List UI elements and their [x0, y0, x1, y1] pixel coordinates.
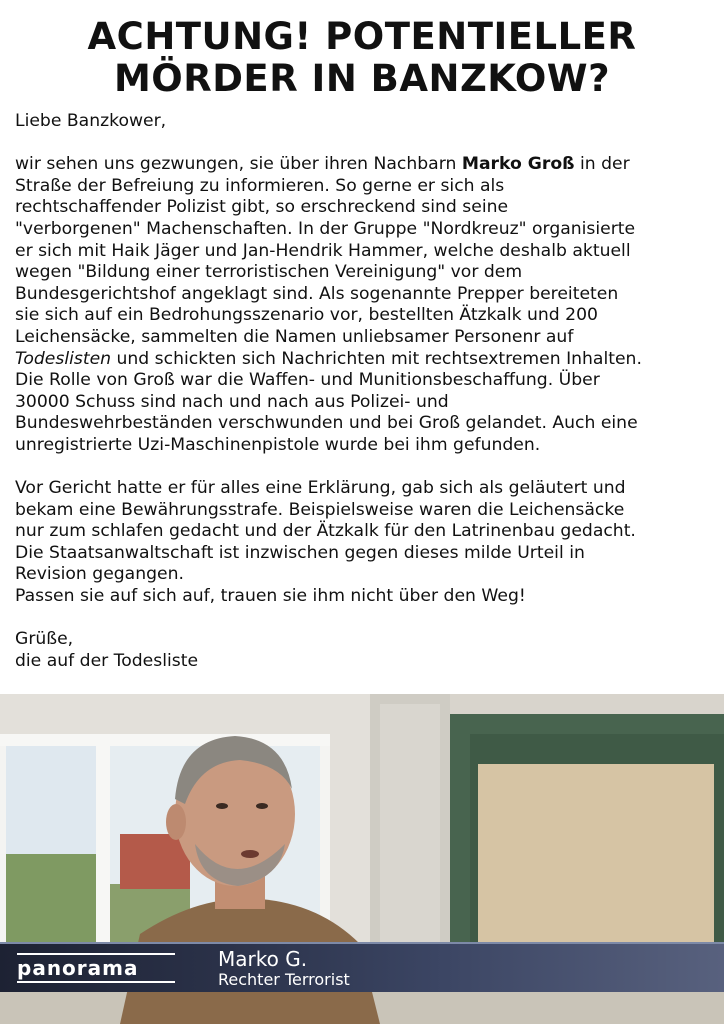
letter-line: er sich mit Haik Jäger und Jan-Hendrik Hammer, welche deshalb aktuell: [15, 240, 631, 261]
letter-signature: die auf der Todesliste: [15, 650, 199, 671]
flyer-headline: [0, 16, 724, 100]
letter-line: rechtschaffender Polizist gibt, so erschreckend sind seine: [15, 197, 509, 218]
italic-term: Todeslisten: [15, 348, 112, 369]
panorama-logo: panorama: [17, 956, 139, 980]
logo-top-rule: [17, 953, 175, 955]
letter-greeting: Liebe Banzkower,: [15, 111, 167, 131]
letter-line: bekam eine Bewährungsstrafe. Beispielsweise waren die Leichensäcke: [15, 499, 625, 520]
logo-bottom-rule: [17, 981, 175, 983]
letter-line: "verborgenen" Machenschaften. In der Gruppe "Nordkreuz" organisierte: [15, 218, 636, 239]
letter-line: Leichensäcke, sammelten die Namen unliebsamer Personenr auf: [15, 326, 574, 347]
letter-line: Bundeswehrbeständen verschwunden und bei Groß gelandet. Auch eine: [15, 413, 638, 434]
tv-caption-bar: [0, 944, 724, 992]
letter-line: wir sehen uns gezwungen, sie über ihren Nachbarn Marko Groß in der: [15, 154, 630, 175]
letter-line: wegen "Bildung einer terroristischen Vereinigung" vor dem: [15, 262, 523, 283]
letter-line: Vor Gericht hatte er für alles eine Erklärung, gab sich als geläutert und: [15, 478, 626, 499]
letter-closing: Grüße,: [15, 629, 74, 650]
headline-line-2: MÖRDER IN BANZKOW?: [113, 57, 611, 100]
letter-line: Revision gegangen.: [15, 564, 184, 585]
tv-screenshot-photo: [0, 694, 724, 1024]
letter-line: Passen sie auf sich auf, trauen sie ihm nicht über den Weg!: [15, 586, 526, 607]
letter-line: Die Rolle von Groß war die Waffen- und Munitionsbeschaffung. Über: [15, 370, 600, 391]
caption-person-name: Marko G.: [218, 947, 308, 971]
highlighted-name: Marko Groß: [461, 154, 575, 175]
letter-line: Bundesgerichtshof angeklagt sind. Als sogenannte Prepper bereiteten: [15, 283, 619, 304]
headline-line-1: ACHTUNG! POTENTIELLER: [87, 15, 637, 58]
letter-line: Todeslisten und schickten sich Nachrichten mit rechtsextremen Inhalten.: [15, 348, 642, 369]
caption-person-role: Rechter Terrorist: [218, 970, 350, 989]
letter-body: [15, 111, 715, 672]
letter-line: unregistrierte Uzi-Maschinenpistole wurde bei ihm gefunden.: [15, 434, 541, 455]
letter-line: nur zum schlafen gedacht und der Ätzkalk für den Latrinenbau gedacht.: [15, 521, 636, 542]
letter-line: Die Staatsanwaltschaft ist inzwischen gegen dieses milde Urteil in: [15, 542, 585, 563]
letter-line: 30000 Schuss sind nach und nach aus Polizei- und: [15, 391, 449, 412]
letter-line: Straße der Befreiung zu informieren. So gerne er sich als: [15, 175, 505, 196]
letter-line: sie sich auf ein Bedrohungsszenario vor, bestellten Ätzkalk und 200: [15, 305, 598, 326]
